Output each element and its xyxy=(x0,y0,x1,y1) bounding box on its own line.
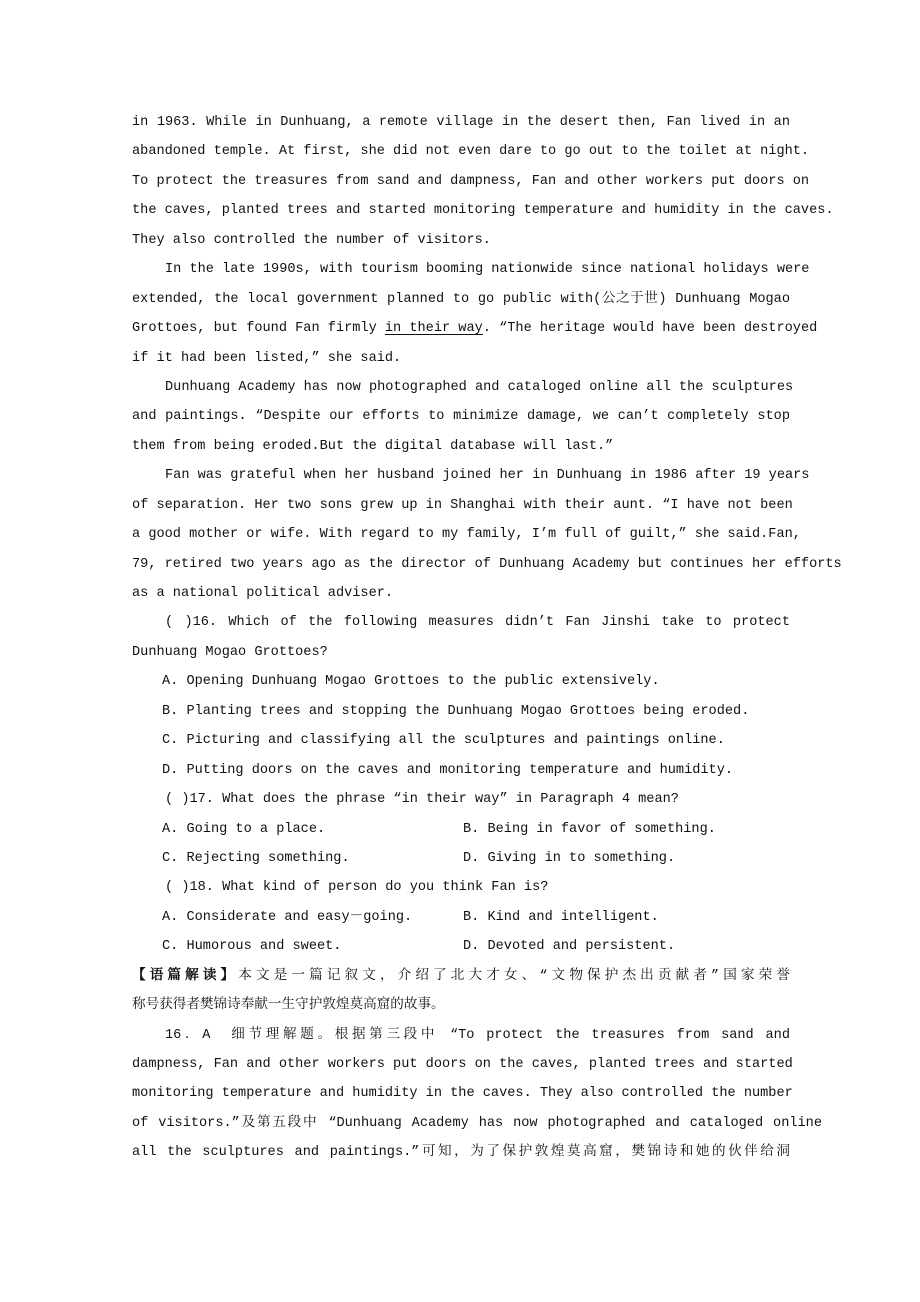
text-line xyxy=(132,167,810,196)
text-line xyxy=(132,1109,822,1138)
answer-option-line xyxy=(132,697,790,726)
answer-option-line xyxy=(132,726,790,755)
answer-option-line xyxy=(132,756,790,785)
text-line xyxy=(132,226,790,255)
text-line xyxy=(132,608,790,637)
text-line xyxy=(132,1021,790,1050)
text-line xyxy=(132,373,794,402)
text-segment: D. Putting doors on the caves and monitoring temperature and humidity. xyxy=(162,762,734,778)
text-segment: C. Humorous and sweet. xyxy=(162,939,342,955)
text-line xyxy=(132,432,790,461)
text-line xyxy=(132,196,834,225)
document-page xyxy=(132,108,842,1168)
answer-option: D. Giving in to something. xyxy=(463,850,676,866)
answer-option: B. Being in favor of something. xyxy=(463,821,716,837)
text-line xyxy=(132,991,790,1020)
text-line xyxy=(132,520,801,549)
text-segment: B. Planting trees and stopping the Dunhuang Mogao Grottoes being eroded. xyxy=(162,703,750,719)
text-segment: and paintings. “Despite our efforts to minimize damage, we can’t completely stop xyxy=(132,409,790,425)
text-line xyxy=(132,137,810,166)
answer-option-line xyxy=(132,667,790,696)
text-segment: A. Going to a place. xyxy=(162,821,326,837)
text-line xyxy=(132,402,790,431)
text-line xyxy=(132,108,790,137)
text-segment: A. Considerate and easy－going. xyxy=(162,909,413,925)
text-segment: abandoned temple. At first, she did not even dare to go out to the toilet at night. xyxy=(132,144,810,160)
answer-option-line xyxy=(132,815,790,844)
answer-option-line xyxy=(132,932,790,961)
text-line xyxy=(132,1138,790,1167)
text-line xyxy=(132,1079,793,1108)
text-line xyxy=(132,962,790,991)
text-segment: C. Rejecting something. xyxy=(162,850,350,866)
text-line xyxy=(132,785,790,814)
text-segment: 16．A 细节理解题。根据第三段中 “To protect the treasures from sand and xyxy=(165,1027,790,1043)
section-label: 【语篇解读】 xyxy=(132,968,239,984)
text-segment: if it had been listed,” she said. xyxy=(132,350,402,366)
text-segment: ( )17. What does the phrase “in their way” in Paragraph 4 mean? xyxy=(165,792,679,808)
text-segment: in 1963. While in Dunhuang, a remote village in the desert then, Fan lived in an xyxy=(132,115,790,130)
text-segment: C. Picturing and classifying all the sculptures and paintings online. xyxy=(162,733,725,749)
text-segment: Fan was grateful when her husband joined her in Dunhuang in 1986 after 19 years xyxy=(165,468,810,484)
text-line xyxy=(132,638,790,667)
text-segment: They also controlled the number of visitors. xyxy=(132,232,491,248)
text-segment: extended, the local government planned to go public with(公之于世) Dunhuang Mogao xyxy=(132,291,790,307)
text-segment: ( )18. What kind of person do you think Fan is? xyxy=(165,880,549,896)
answer-option: D. Devoted and persistent. xyxy=(463,939,676,955)
text-segment: In the late 1990s, with tourism booming nationwide since national holidays were xyxy=(165,262,810,278)
text-segment: To protect the treasures from sand and dampness, Fan and other workers put doors on xyxy=(132,173,810,189)
text-segment: Dunhuang Mogao Grottoes? xyxy=(132,644,328,660)
text-segment: 称号获得者樊锦诗奉献一生守护敦煌莫高窟的故事。 xyxy=(132,998,445,1014)
text-segment: 79, retired two years ago as the director of Dunhuang Academy but continues her efforts xyxy=(132,556,842,572)
text-segment: dampness, Fan and other workers put doors on the caves, planted trees and started xyxy=(132,1057,793,1072)
answer-option: B. Kind and intelligent. xyxy=(463,909,659,925)
text-line xyxy=(132,550,842,579)
underlined-phrase: in their way xyxy=(384,321,483,337)
text-segment: them from being eroded.But the digital database will last.” xyxy=(132,438,614,454)
text-segment: of visitors.”及第五段中 “Dunhuang Academy has now photographed and cataloged online xyxy=(132,1115,822,1131)
text-segment: A. Opening Dunhuang Mogao Grottoes to the public extensively. xyxy=(162,674,660,690)
text-segment: all the sculptures and paintings.”可知，为了保护敦煌莫高窟，樊锦诗和她的伙伴给洞 xyxy=(132,1145,790,1161)
answer-option-line xyxy=(132,903,790,932)
text-line xyxy=(132,461,810,490)
text-segment: as a national political adviser. xyxy=(132,586,394,601)
text-segment: the caves, planted trees and started monitoring temperature and humidity in the caves. xyxy=(132,203,834,219)
text-line xyxy=(132,285,790,314)
text-segment: Grottoes, but found Fan firmly xyxy=(132,321,385,337)
text-line xyxy=(132,344,790,373)
text-segment: monitoring temperature and humidity in the caves. They also controlled the number xyxy=(132,1086,793,1102)
text-line xyxy=(132,579,790,608)
text-segment: Dunhuang Academy has now photographed and cataloged online all the sculptures xyxy=(165,379,794,395)
text-line xyxy=(132,314,818,343)
text-line xyxy=(132,1050,793,1079)
text-segment: of separation. Her two sons grew up in Shanghai with their aunt. “I have not been xyxy=(132,497,793,513)
text-segment: 本文是一篇记叙文，介绍了北大才女、“文物保护杰出贡献者”国家荣誉 xyxy=(238,968,790,984)
text-segment: ( )16. Which of the following measures didn’t Fan Jinshi take to protect xyxy=(165,615,790,631)
answer-option-line xyxy=(132,844,790,873)
text-segment: a good mother or wife. With regard to my family, I’m full of guilt,” she said.Fan, xyxy=(132,527,801,543)
text-line xyxy=(132,491,793,520)
text-segment: . “The heritage would have been destroyed xyxy=(482,321,818,337)
text-line xyxy=(132,255,810,284)
text-line xyxy=(132,873,790,902)
